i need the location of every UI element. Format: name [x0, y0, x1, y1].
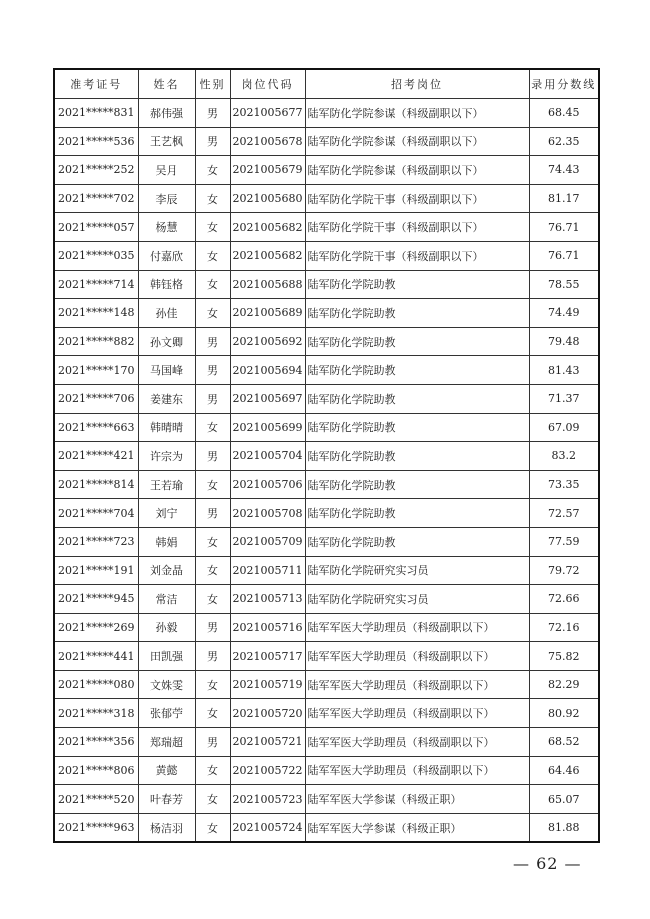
- header-position-code: 岗位代码: [230, 69, 305, 99]
- cell-name: 杨洁羽: [138, 813, 195, 842]
- cell-name: 马国峰: [138, 356, 195, 385]
- cell-exam-id: 2021*****170: [54, 356, 138, 385]
- cell-gender: 男: [195, 442, 230, 471]
- cell-position: 陆军军医大学助理员（科级副职以下）: [305, 728, 529, 757]
- cell-exam-id: 2021*****704: [54, 499, 138, 528]
- cell-exam-id: 2021*****706: [54, 384, 138, 413]
- cell-position-code: 2021005678: [230, 127, 305, 156]
- cell-name: 付嘉欣: [138, 241, 195, 270]
- table-row: [54, 156, 599, 185]
- cell-name: 姜建东: [138, 384, 195, 413]
- cell-name: 郝伟强: [138, 99, 195, 128]
- cell-name: 许宗为: [138, 442, 195, 471]
- table-row: [54, 213, 599, 242]
- cell-position: 陆军防化学院助教: [305, 527, 529, 556]
- cell-score: 80.92: [529, 699, 599, 728]
- cell-score: 62.35: [529, 127, 599, 156]
- cell-position-code: 2021005722: [230, 756, 305, 785]
- cell-gender: 男: [195, 99, 230, 128]
- cell-score: 79.72: [529, 556, 599, 585]
- cell-position-code: 2021005708: [230, 499, 305, 528]
- cell-exam-id: 2021*****441: [54, 642, 138, 671]
- cell-name: 文姝雯: [138, 670, 195, 699]
- table-row: [54, 613, 599, 642]
- cell-gender: 女: [195, 813, 230, 842]
- cell-exam-id: 2021*****945: [54, 585, 138, 614]
- cell-exam-id: 2021*****356: [54, 728, 138, 757]
- cell-position: 陆军防化学院助教: [305, 356, 529, 385]
- cell-score: 68.52: [529, 728, 599, 757]
- cell-name: 叶春芳: [138, 785, 195, 814]
- cell-score: 82.29: [529, 670, 599, 699]
- cell-position: 陆军军医大学参谋（科级正职）: [305, 813, 529, 842]
- cell-gender: 男: [195, 499, 230, 528]
- cell-score: 76.71: [529, 241, 599, 270]
- cell-name: 孙佳: [138, 299, 195, 328]
- cell-position-code: 2021005719: [230, 670, 305, 699]
- cell-exam-id: 2021*****318: [54, 699, 138, 728]
- table-row: [54, 413, 599, 442]
- cell-exam-id: 2021*****421: [54, 442, 138, 471]
- cell-score: 79.48: [529, 327, 599, 356]
- cell-exam-id: 2021*****723: [54, 527, 138, 556]
- cell-position: 陆军防化学院干事（科级副职以下）: [305, 213, 529, 242]
- table-row: [54, 585, 599, 614]
- cell-position-code: 2021005723: [230, 785, 305, 814]
- cell-score: 72.66: [529, 585, 599, 614]
- cell-exam-id: 2021*****148: [54, 299, 138, 328]
- cell-position-code: 2021005679: [230, 156, 305, 185]
- cell-position: 陆军防化学院干事（科级副职以下）: [305, 241, 529, 270]
- cell-position-code: 2021005721: [230, 728, 305, 757]
- cell-score: 74.43: [529, 156, 599, 185]
- cell-position: 陆军防化学院干事（科级副职以下）: [305, 184, 529, 213]
- table-row: [54, 785, 599, 814]
- cell-name: 孙文卿: [138, 327, 195, 356]
- table-row: [54, 813, 599, 842]
- cell-position-code: 2021005704: [230, 442, 305, 471]
- cell-position-code: 2021005716: [230, 613, 305, 642]
- cell-score: 65.07: [529, 785, 599, 814]
- cell-exam-id: 2021*****963: [54, 813, 138, 842]
- cell-exam-id: 2021*****882: [54, 327, 138, 356]
- cell-name: 王艺枫: [138, 127, 195, 156]
- cell-exam-id: 2021*****252: [54, 156, 138, 185]
- cell-gender: 女: [195, 213, 230, 242]
- table-row: [54, 670, 599, 699]
- cell-position-code: 2021005724: [230, 813, 305, 842]
- cell-position: 陆军防化学院参谋（科级副职以下）: [305, 156, 529, 185]
- cell-score: 81.43: [529, 356, 599, 385]
- table-row: [54, 728, 599, 757]
- cell-name: 刘宁: [138, 499, 195, 528]
- cell-score: 77.59: [529, 527, 599, 556]
- cell-position: 陆军防化学院助教: [305, 413, 529, 442]
- cell-position: 陆军军医大学助理员（科级副职以下）: [305, 670, 529, 699]
- cell-exam-id: 2021*****035: [54, 241, 138, 270]
- cell-position: 陆军防化学院助教: [305, 327, 529, 356]
- cell-score: 78.55: [529, 270, 599, 299]
- cell-position: 陆军军医大学参谋（科级正职）: [305, 785, 529, 814]
- cell-gender: 男: [195, 356, 230, 385]
- cell-position: 陆军防化学院研究实习员: [305, 556, 529, 585]
- cell-position-code: 2021005694: [230, 356, 305, 385]
- cell-exam-id: 2021*****814: [54, 470, 138, 499]
- cell-position: 陆军防化学院助教: [305, 470, 529, 499]
- header-name: 姓名: [138, 69, 195, 99]
- table-row: [54, 127, 599, 156]
- cell-exam-id: 2021*****702: [54, 184, 138, 213]
- cell-gender: 女: [195, 699, 230, 728]
- cell-score: 73.35: [529, 470, 599, 499]
- cell-exam-id: 2021*****080: [54, 670, 138, 699]
- table-row: [54, 442, 599, 471]
- cell-score: 64.46: [529, 756, 599, 785]
- cell-exam-id: 2021*****057: [54, 213, 138, 242]
- cell-gender: 男: [195, 327, 230, 356]
- cell-name: 韩晴晴: [138, 413, 195, 442]
- cell-position-code: 2021005697: [230, 384, 305, 413]
- cell-position-code: 2021005699: [230, 413, 305, 442]
- cell-score: 72.16: [529, 613, 599, 642]
- table-row: [54, 356, 599, 385]
- cell-score: 83.2: [529, 442, 599, 471]
- cell-name: 韩娟: [138, 527, 195, 556]
- cell-position: 陆军防化学院参谋（科级副职以下）: [305, 99, 529, 128]
- cell-position-code: 2021005711: [230, 556, 305, 585]
- cell-exam-id: 2021*****831: [54, 99, 138, 128]
- table-row: [54, 270, 599, 299]
- cell-position: 陆军防化学院参谋（科级副职以下）: [305, 127, 529, 156]
- table-row: [54, 184, 599, 213]
- cell-gender: 男: [195, 384, 230, 413]
- cell-position: 陆军军医大学助理员（科级副职以下）: [305, 756, 529, 785]
- table-row: [54, 327, 599, 356]
- page-number: — 62 —: [513, 854, 582, 873]
- cell-score: 71.37: [529, 384, 599, 413]
- cell-name: 张郁苧: [138, 699, 195, 728]
- cell-gender: 女: [195, 241, 230, 270]
- cell-name: 孙毅: [138, 613, 195, 642]
- cell-gender: 女: [195, 184, 230, 213]
- cell-position-code: 2021005677: [230, 99, 305, 128]
- cell-gender: 男: [195, 127, 230, 156]
- table-row: [54, 384, 599, 413]
- cell-position: 陆军防化学院研究实习员: [305, 585, 529, 614]
- cell-name: 吴月: [138, 156, 195, 185]
- cell-gender: 男: [195, 728, 230, 757]
- cell-score: 75.82: [529, 642, 599, 671]
- table-row: [54, 499, 599, 528]
- cell-name: 田凯强: [138, 642, 195, 671]
- cell-gender: 男: [195, 613, 230, 642]
- cell-gender: 女: [195, 585, 230, 614]
- cell-position-code: 2021005682: [230, 241, 305, 270]
- cell-position-code: 2021005706: [230, 470, 305, 499]
- cell-gender: 女: [195, 756, 230, 785]
- cell-position: 陆军军医大学助理员（科级副职以下）: [305, 613, 529, 642]
- cell-gender: 男: [195, 642, 230, 671]
- cell-exam-id: 2021*****663: [54, 413, 138, 442]
- table-row: [54, 556, 599, 585]
- cell-position-code: 2021005720: [230, 699, 305, 728]
- cell-name: 韩钰格: [138, 270, 195, 299]
- table-header-row: [54, 69, 599, 99]
- header-gender: 性别: [195, 69, 230, 99]
- cell-position-code: 2021005682: [230, 213, 305, 242]
- cell-gender: 女: [195, 270, 230, 299]
- cell-exam-id: 2021*****536: [54, 127, 138, 156]
- table-body: [54, 99, 599, 843]
- cell-gender: 女: [195, 670, 230, 699]
- cell-position-code: 2021005680: [230, 184, 305, 213]
- table-row: [54, 642, 599, 671]
- cell-name: 王若瑜: [138, 470, 195, 499]
- cell-position-code: 2021005692: [230, 327, 305, 356]
- table-row: [54, 470, 599, 499]
- admission-score-table: [53, 68, 600, 843]
- cell-position: 陆军防化学院助教: [305, 270, 529, 299]
- table-row: [54, 756, 599, 785]
- cell-score: 68.45: [529, 99, 599, 128]
- table-row: [54, 699, 599, 728]
- cell-exam-id: 2021*****191: [54, 556, 138, 585]
- cell-gender: 女: [195, 556, 230, 585]
- cell-name: 杨慧: [138, 213, 195, 242]
- header-exam-id: 准考证号: [54, 69, 138, 99]
- header-score: 录用分数线: [529, 69, 599, 99]
- cell-exam-id: 2021*****269: [54, 613, 138, 642]
- cell-name: 刘金晶: [138, 556, 195, 585]
- cell-position-code: 2021005689: [230, 299, 305, 328]
- cell-position: 陆军防化学院助教: [305, 442, 529, 471]
- table-row: [54, 527, 599, 556]
- table-row: [54, 241, 599, 270]
- cell-gender: 女: [195, 299, 230, 328]
- table-row: [54, 99, 599, 128]
- cell-gender: 女: [195, 785, 230, 814]
- table-row: [54, 299, 599, 328]
- cell-name: 郑瑞超: [138, 728, 195, 757]
- cell-position: 陆军军医大学助理员（科级副职以下）: [305, 699, 529, 728]
- cell-gender: 女: [195, 413, 230, 442]
- cell-score: 72.57: [529, 499, 599, 528]
- cell-position-code: 2021005688: [230, 270, 305, 299]
- cell-score: 81.17: [529, 184, 599, 213]
- cell-name: 黄懿: [138, 756, 195, 785]
- cell-exam-id: 2021*****520: [54, 785, 138, 814]
- header-position: 招考岗位: [305, 69, 529, 99]
- cell-position-code: 2021005713: [230, 585, 305, 614]
- cell-gender: 女: [195, 470, 230, 499]
- cell-gender: 女: [195, 527, 230, 556]
- cell-score: 74.49: [529, 299, 599, 328]
- cell-position: 陆军防化学院助教: [305, 499, 529, 528]
- cell-gender: 女: [195, 156, 230, 185]
- cell-position-code: 2021005709: [230, 527, 305, 556]
- cell-exam-id: 2021*****806: [54, 756, 138, 785]
- cell-position: 陆军防化学院助教: [305, 299, 529, 328]
- cell-position-code: 2021005717: [230, 642, 305, 671]
- cell-name: 李辰: [138, 184, 195, 213]
- cell-exam-id: 2021*****714: [54, 270, 138, 299]
- cell-score: 81.88: [529, 813, 599, 842]
- cell-score: 76.71: [529, 213, 599, 242]
- cell-position: 陆军军医大学助理员（科级副职以下）: [305, 642, 529, 671]
- cell-score: 67.09: [529, 413, 599, 442]
- cell-position: 陆军防化学院助教: [305, 384, 529, 413]
- cell-name: 常洁: [138, 585, 195, 614]
